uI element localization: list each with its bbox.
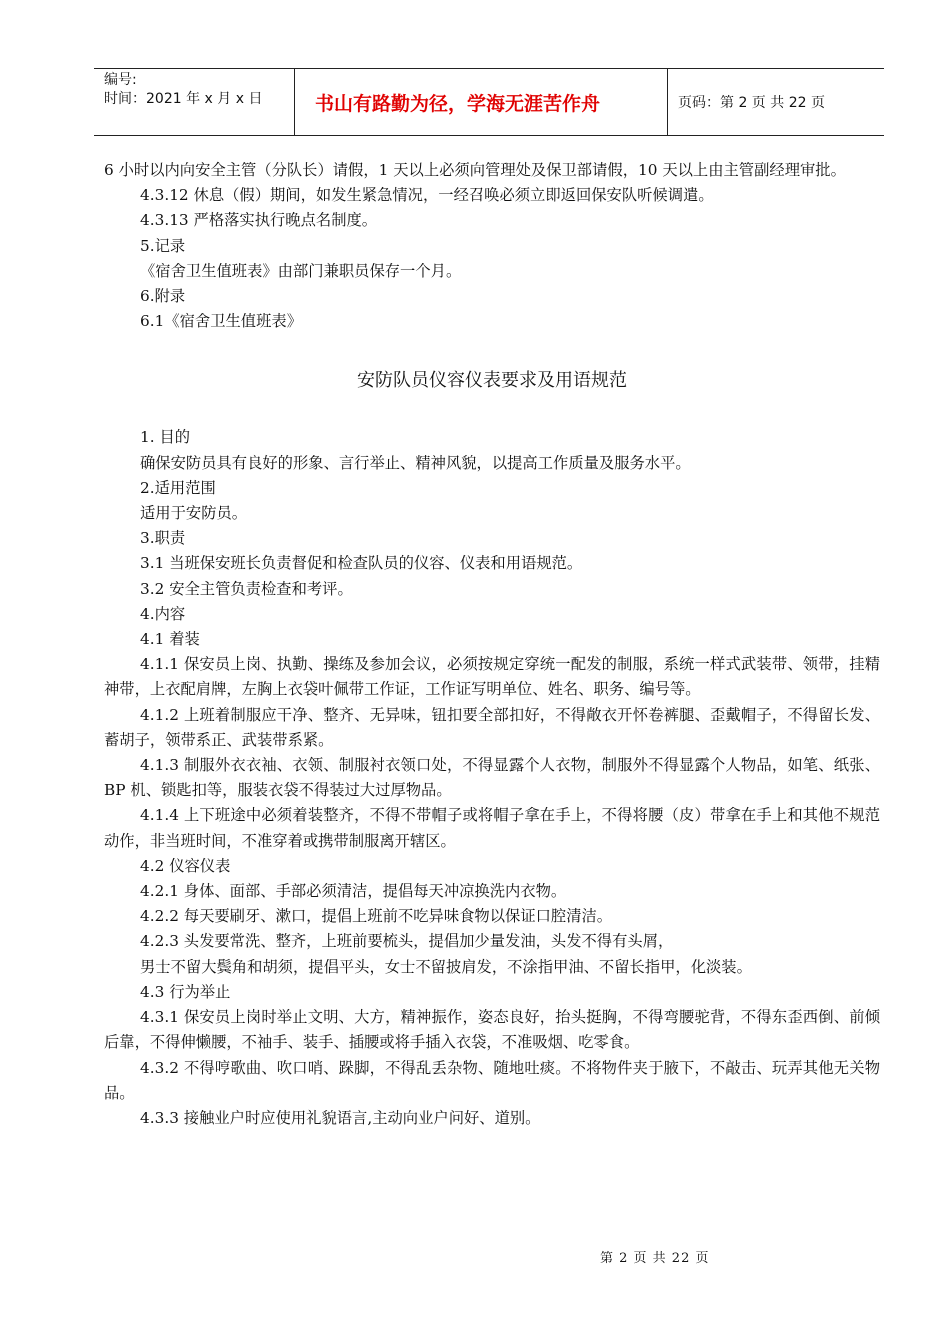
- paragraph: 确保安防员具有良好的形象、言行举止、精神风貌，以提高工作质量及服务水平。: [140, 453, 691, 472]
- paragraph: 4.3.1 保安员上岗时举止文明、大方，精神振作，姿态良好，抬头挺胸，不得弯腰驼背，不得东歪西倒、前倾后靠，不得伸懒腰，不袖手、装手、插腰或将手插入衣袋，不准吸烟、吃零食。: [104, 1008, 880, 1052]
- paragraph: 4.3.3 接触业户时应使用礼貌语言,主动向业户问好、道别。: [140, 1108, 541, 1127]
- header-meta: [94, 69, 295, 135]
- paragraph: 6.1《宿舍卫生值班表》: [140, 312, 302, 331]
- heading-appendix: 6.附录: [140, 287, 186, 306]
- paragraph: 3.1 当班保安班长负责督促和检查队员的仪容、仪表和用语规范。: [140, 554, 583, 573]
- heading-duties: 3.职责: [140, 529, 186, 548]
- paragraph: 4.1.3 制服外衣衣袖、衣领、制服衬衣领口处，不得显露个人衣物，制服外不得显露个人物品，如笔、纸张、BP 机、锁匙扣等，服装衣袋不得装过大过厚物品。: [104, 756, 880, 800]
- heading-purpose: 1. 目的: [140, 428, 191, 447]
- paragraph: 3.2 安全主管负责检查和考评。: [140, 579, 353, 598]
- heading-behavior: 4.3 行为举止: [140, 982, 231, 1001]
- paragraph: 4.1.2 上班着制服应干净、整齐、无异味，钮扣要全部扣好，不得敞衣开怀卷裤腿、歪戴帽子，不得留长发、蓄胡子，领带系正、武装带系紧。: [104, 705, 880, 749]
- paragraph: 4.1.4 上下班途中必须着装整齐，不得不带帽子或将帽子拿在手上，不得将腰（皮）带拿在手上和其他不规范动作，非当班时间，不准穿着或携带制服离开辖区。: [104, 806, 880, 850]
- paragraph: 4.3.12 休息（假）期间，如发生紧急情况，一经召唤必须立即返回保安队听候调遣。: [140, 186, 714, 205]
- heading-content: 4.内容: [140, 604, 186, 623]
- page-header: [94, 68, 884, 136]
- paragraph: 4.3.13 严格落实执行晚点名制度。: [140, 211, 378, 230]
- paragraph: 4.1.1 保安员上岗、执勤、操练及参加会议，必须按规定穿统一配发的制服，系统一样式武装带、领带，挂精神带，上衣配肩牌，左胸上衣袋叶佩带工作证，工作证写明单位、姓名、职务、编号等。: [104, 655, 880, 699]
- heading-dress: 4.1 着装: [140, 630, 200, 649]
- header-page-number: 页码：第 2 页 共 22 页: [678, 95, 825, 111]
- document-body: [104, 158, 880, 1131]
- section-title: 安防队员仪容仪表要求及用语规范: [357, 370, 627, 392]
- doc-number-label: 编号:: [104, 72, 137, 88]
- paragraph: 男士不留大鬓角和胡须，提倡平头，女士不留披肩发，不涂指甲油、不留长指甲，化淡装。: [140, 957, 752, 976]
- heading-appearance: 4.2 仪容仪表: [140, 856, 231, 875]
- paragraph: 4.2.2 每天要刷牙、漱口，提倡上班前不吃异味食物以保证口腔清洁。: [140, 907, 613, 926]
- heading-scope: 2.适用范围: [140, 478, 216, 497]
- heading-records: 5.记录: [140, 236, 186, 255]
- page-footer: 第 2 页 共 22 页: [600, 1251, 710, 1266]
- paragraph: 《宿舍卫生值班表》由部门兼职员保存一个月。: [140, 261, 462, 280]
- header-motto: 书山有路勤为径，学海无涯苦作舟: [295, 69, 668, 135]
- paragraph: 4.3.2 不得哼歌曲、吹口哨、跺脚，不得乱丢杂物、随地吐痰。不将物件夹于腋下，不敲击、玩弄其他无关物品。: [104, 1058, 880, 1102]
- paragraph: 适用于安防员。: [140, 504, 248, 523]
- paragraph: 4.2.3 头发要常洗、整齐，上班前要梳头，提倡加少量发油，头发不得有头屑，: [140, 932, 674, 951]
- time-label: 时间：2021 年 x 月 x 日: [104, 91, 263, 107]
- paragraph: 6 小时以内向安全主管（分队长）请假，1 天以上必须向管理处及保卫部请假，10 天以上由主管副经理审批。: [104, 161, 846, 179]
- paragraph: 4.2.1 身体、面部、手部必须清洁，提倡每天冲凉换洗内衣物。: [140, 882, 567, 901]
